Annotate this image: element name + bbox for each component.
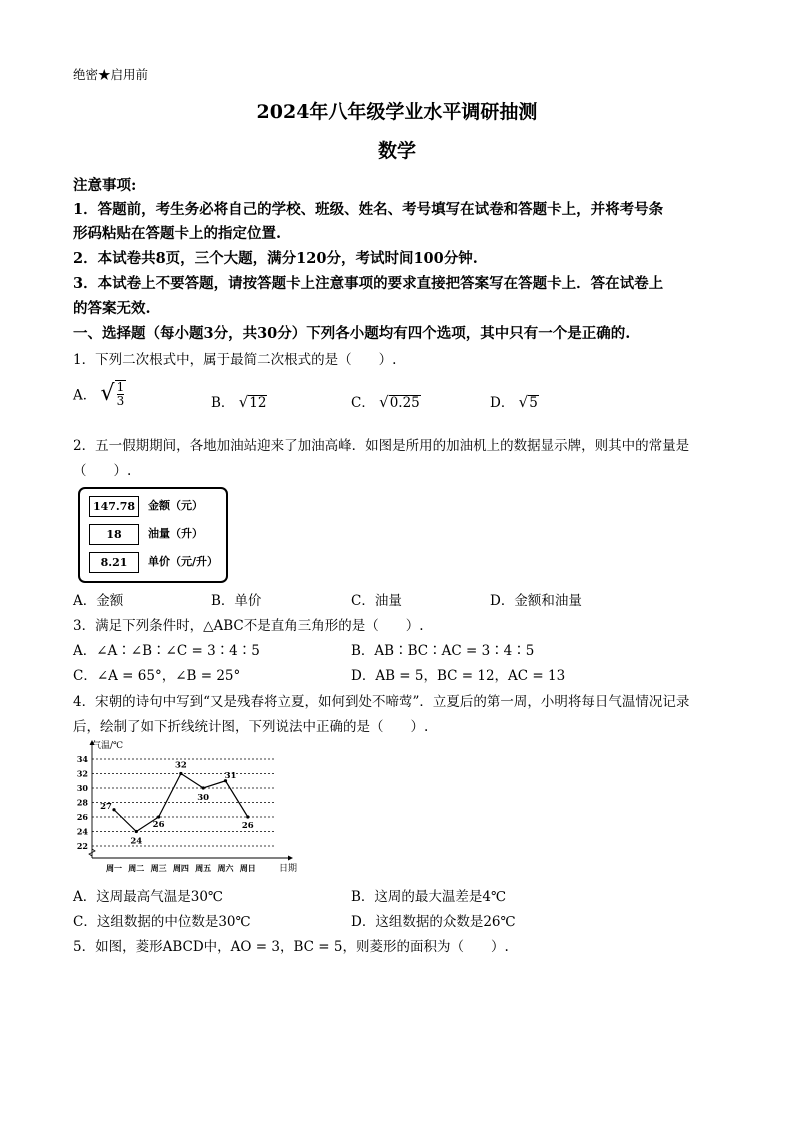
data-point	[246, 815, 249, 818]
data-label: 26	[241, 821, 254, 831]
q2-option-a: A．金额	[73, 593, 124, 609]
radical-icon: √	[379, 393, 389, 411]
q3-option-d: D．AB = 5，BC = 12，AC = 13	[351, 668, 566, 684]
exam-subject: 数学	[377, 140, 416, 162]
x-axis-arrow-icon	[288, 856, 293, 861]
q2-option-b: B．单价	[211, 593, 262, 609]
q5-stem: 5．如图，菱形ABCD中，AO = 3，BC = 5，则菱形的面积为（ ）.	[73, 939, 509, 955]
y-tick-label: 32	[76, 768, 88, 779]
data-point	[179, 772, 182, 775]
chart-grid	[92, 759, 275, 846]
q3-option-a: A．∠A∶∠B∶∠C = 3∶4∶5	[73, 643, 260, 659]
pump-volume-value: 18	[89, 524, 139, 545]
note-3-line-1: 3．本试卷上不要答题，请按答题卡上注意事项的要求直接把答案写在答题卡上．答在试卷上	[73, 275, 664, 292]
chart-axes	[89, 740, 293, 861]
radical-icon: √	[100, 381, 115, 407]
data-label: 31	[224, 770, 237, 781]
x-category-label: 周六	[217, 863, 234, 873]
q1-option-c-value: 0.25	[389, 395, 420, 411]
q1-a-denominator: 3	[116, 393, 125, 408]
q1-option-c-label: C．	[351, 395, 375, 411]
y-tick-label: 24	[76, 826, 88, 837]
data-label: 32	[174, 760, 187, 771]
notes-heading: 注意事项:	[73, 177, 137, 194]
y-tick-label: 34	[76, 754, 88, 764]
q1-a-numerator: 1	[116, 380, 125, 394]
q1-option-d	[490, 391, 539, 411]
data-label: 30	[197, 793, 210, 803]
data-label: 27	[100, 801, 112, 812]
q1-option-c	[351, 391, 421, 411]
data-label: 26	[152, 820, 165, 830]
data-label: 24	[130, 836, 143, 847]
q4-option-a: A．这周最高气温是30℃	[73, 889, 224, 905]
note-1-line-2: 形码粘贴在答题卡上的指定位置.	[73, 225, 282, 242]
temperature-line-chart	[70, 736, 310, 878]
q3-stem: 3．满足下列条件时，△ABC不是直角三角形的是（ ）.	[73, 618, 424, 634]
pump-price-value: 8.21	[89, 552, 139, 573]
q1-option-a-label: A．	[73, 387, 97, 404]
x-category-labels	[106, 863, 256, 873]
x-category-label: 周五	[195, 863, 212, 873]
data-point	[157, 815, 160, 818]
q4-stem-line-1: 4．宋朝的诗句中写到“又是残春将立夏，如何到处不啼莺”．立夏后的第一周，小明将每日气温情况记录	[73, 694, 690, 710]
x-category-label: 周三	[150, 863, 167, 873]
q2-stem-line-2: （ ）.	[73, 463, 132, 479]
q2-option-c: C．油量	[351, 593, 402, 609]
q3-option-b: B．AB∶BC∶AC = 3∶4∶5	[351, 643, 535, 659]
q3-option-c: C．∠A = 65°，∠B = 25°	[73, 668, 241, 684]
note-3-line-2: 的答案无效.	[73, 300, 151, 317]
q2-stem-line-1: 2．五一假期期间，各地加油站迎来了加油高峰．如图是所用的加油机上的数据显示牌，则其中的常量是	[73, 438, 690, 454]
radical-icon: √	[518, 393, 529, 411]
x-category-label: 周日	[239, 863, 256, 873]
y-axis-label: 气温/℃	[92, 741, 124, 751]
note-1-line-1: 1．答题前，考生务必将自己的学校、班级、姓名、考号填写在试卷和答题卡上，并将考号条	[73, 201, 664, 218]
q1-option-d-label: D．	[490, 395, 515, 411]
y-tick-labels	[77, 754, 89, 851]
radical-icon: √	[238, 393, 249, 411]
x-category-label: 周二	[128, 863, 145, 873]
pump-price-label: 单价（元/升）	[148, 555, 219, 568]
q4-option-b: B．这周的最大温差是4℃	[351, 889, 507, 905]
data-point	[202, 786, 205, 789]
pump-amount-value: 147.78	[89, 496, 139, 517]
q1-option-d-value: 5	[529, 395, 538, 411]
q1-option-b-label: B．	[211, 395, 235, 411]
y-tick-label: 30	[76, 783, 88, 793]
q2-option-d: D．金额和油量	[490, 593, 582, 609]
y-tick-label: 22	[76, 841, 88, 851]
q4-option-c: C．这组数据的中位数是30℃	[73, 914, 251, 930]
q1-option-a-fraction	[115, 380, 127, 407]
exam-title: 2024年八年级学业水平调研抽测	[256, 101, 538, 123]
section-1-heading: 一、选择题（每小题3分，共30分）下列各小题均有四个选项，其中只有一个是正确的.	[73, 325, 631, 342]
q4-stem-line-2: 后，绘制了如下折线统计图，下列说法中正确的是（ ）.	[73, 719, 429, 735]
x-axis-label: 日期	[279, 864, 298, 874]
note-2: 2．本试卷共8页，三个大题，满分120分，考试时间100分钟.	[73, 250, 478, 267]
secret-label: 绝密★启用前	[73, 67, 149, 82]
data-point	[112, 808, 115, 811]
fuel-pump-display	[78, 487, 228, 583]
q1-stem: 1．下列二次根式中，属于最简二次根式的是（ ）.	[73, 352, 397, 368]
q1-option-b	[211, 391, 267, 411]
q1-option-b-value: 12	[249, 395, 267, 411]
y-tick-label: 28	[76, 797, 88, 808]
q1-option-a	[73, 380, 126, 407]
y-tick-label: 26	[76, 812, 88, 822]
q4-option-d: D．这组数据的众数是26℃	[351, 914, 516, 930]
x-category-label: 周四	[172, 863, 189, 873]
data-point	[135, 830, 138, 833]
x-category-label: 周一	[106, 863, 122, 873]
pump-volume-label: 油量（升）	[148, 527, 203, 540]
pump-amount-label: 金额（元）	[148, 499, 203, 512]
